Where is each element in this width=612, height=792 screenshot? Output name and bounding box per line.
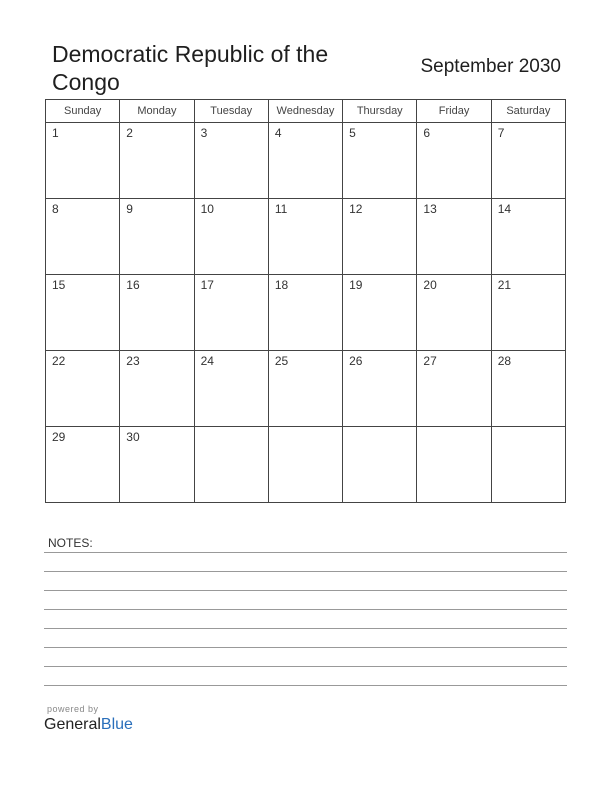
day-number: 27 [423, 354, 437, 368]
brand-general: General [44, 716, 101, 733]
day-number: 28 [497, 354, 512, 368]
note-line [44, 609, 567, 610]
day-cell [491, 275, 565, 351]
weekday-wednesday: Wednesday [268, 100, 342, 123]
day-cell [268, 199, 342, 275]
notes-label: NOTES: [48, 536, 93, 550]
weekday-header-row [46, 100, 566, 123]
day-number: 23 [126, 354, 140, 368]
day-number: 10 [200, 202, 214, 216]
day-cell [268, 427, 342, 503]
day-cell [46, 199, 120, 275]
note-line [44, 628, 567, 629]
country-title: Democratic Republic of the Congo [52, 41, 329, 95]
weekday-tuesday: Tuesday [194, 100, 268, 123]
day-cell [417, 275, 491, 351]
day-number: 16 [126, 278, 140, 292]
week-row [46, 199, 566, 275]
week-row [46, 351, 566, 427]
day-number: 8 [52, 202, 59, 216]
day-number: 11 [274, 202, 288, 216]
day-cell [46, 123, 120, 199]
day-cell [120, 275, 194, 351]
day-number: 30 [126, 430, 140, 444]
day-number [269, 427, 342, 430]
weekday-sunday: Sunday [46, 100, 120, 123]
day-number: 9 [126, 202, 133, 216]
day-cell [46, 427, 120, 503]
note-line [44, 571, 567, 572]
day-number: 15 [52, 278, 66, 292]
day-number: 24 [200, 354, 214, 368]
day-cell [120, 427, 194, 503]
day-number: 4 [274, 126, 282, 140]
day-number: 6 [423, 126, 431, 140]
day-number: 2 [126, 126, 133, 140]
week-row [46, 275, 566, 351]
weekday-friday: Friday [417, 100, 491, 123]
day-number: 22 [52, 354, 66, 368]
day-number: 26 [349, 354, 363, 368]
day-number [195, 427, 268, 430]
day-number: 13 [423, 202, 437, 216]
day-cell [120, 351, 194, 427]
day-cell [194, 275, 268, 351]
month-title: September 2030 [420, 56, 561, 77]
day-cell [343, 123, 417, 199]
note-line [44, 590, 567, 591]
day-cell [417, 351, 491, 427]
day-number: 19 [349, 278, 363, 292]
day-number: 1 [52, 126, 59, 140]
day-cell [194, 351, 268, 427]
day-cell [120, 199, 194, 275]
day-cell [268, 351, 342, 427]
day-cell [417, 123, 491, 199]
note-line [44, 666, 567, 667]
day-number: 3 [200, 126, 208, 140]
day-number: 17 [200, 278, 214, 292]
day-number: 20 [423, 278, 437, 292]
day-cell [46, 275, 120, 351]
day-cell [120, 123, 194, 199]
note-line [44, 647, 567, 648]
brand-blue: Blue [100, 716, 133, 733]
day-cell [343, 199, 417, 275]
day-number: 21 [497, 278, 512, 292]
day-number [343, 427, 416, 430]
note-line [44, 552, 567, 553]
day-number [417, 427, 490, 430]
day-cell [343, 275, 417, 351]
day-cell [491, 351, 565, 427]
powered-by-text: powered by [47, 704, 99, 714]
note-line [44, 685, 567, 686]
day-cell [343, 351, 417, 427]
day-number: 5 [349, 126, 356, 140]
day-cell [194, 123, 268, 199]
day-cell [491, 427, 565, 503]
day-number: 25 [274, 354, 289, 368]
day-number: 12 [349, 202, 363, 216]
day-cell [268, 123, 342, 199]
calendar-grid [45, 99, 566, 503]
day-cell [491, 199, 565, 275]
day-cell [194, 199, 268, 275]
day-number: 7 [497, 126, 505, 140]
weekday-saturday: Saturday [491, 100, 565, 123]
brand-logo [44, 716, 133, 734]
day-cell [268, 275, 342, 351]
week-row [46, 427, 566, 503]
day-cell [194, 427, 268, 503]
day-cell [46, 351, 120, 427]
day-number: 18 [274, 278, 289, 292]
week-row [46, 123, 566, 199]
day-cell [417, 199, 491, 275]
weekday-thursday: Thursday [343, 100, 417, 123]
day-number: 14 [497, 202, 512, 216]
day-cell [417, 427, 491, 503]
day-number: 29 [52, 430, 66, 444]
day-cell [343, 427, 417, 503]
day-cell [491, 123, 565, 199]
weekday-monday: Monday [120, 100, 194, 123]
day-number [492, 427, 565, 430]
